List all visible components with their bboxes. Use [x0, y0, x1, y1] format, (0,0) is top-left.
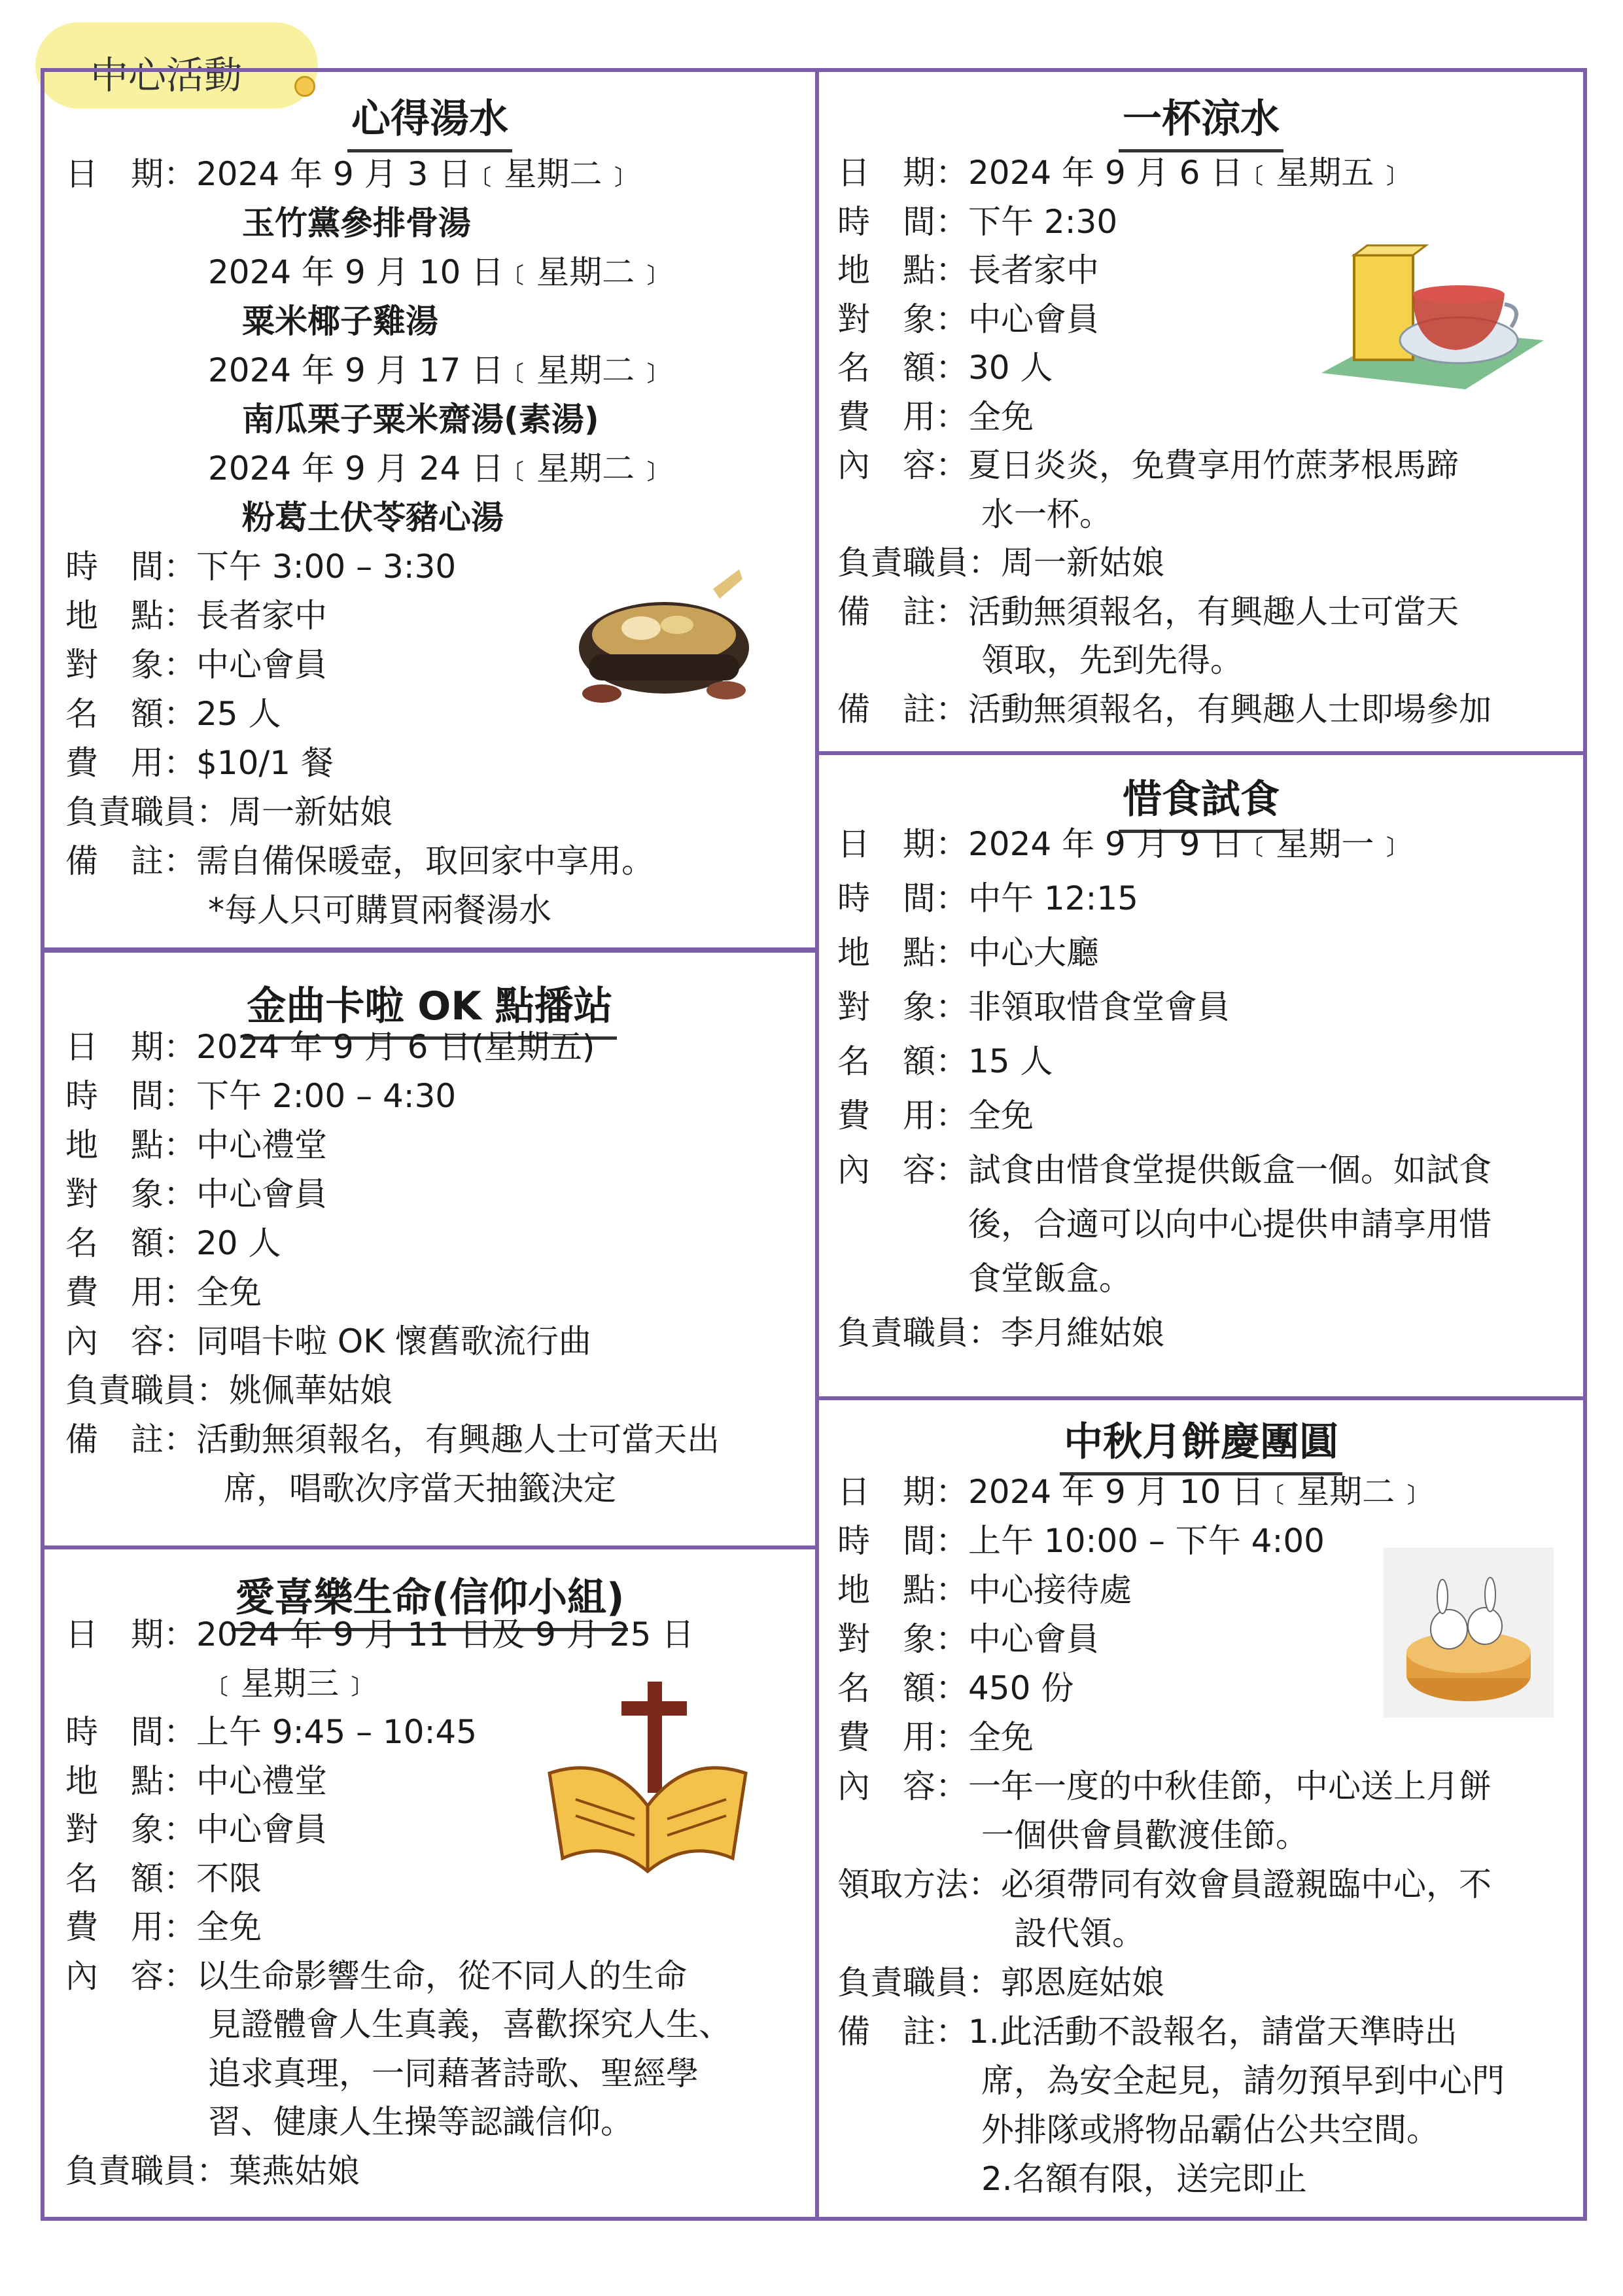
mooncake-row	[837, 2013, 1457, 2051]
faith-title: 愛喜樂生命(信仰小組)	[44, 1566, 815, 1631]
karaoke-row	[65, 1078, 456, 1116]
row-value: 上午 10:00 – 下午 4:00	[968, 1522, 1325, 1560]
soup-row	[208, 352, 667, 390]
iced-tea-icon	[1315, 242, 1550, 393]
water-row	[837, 349, 1053, 387]
water-row	[837, 301, 1099, 339]
row-value: 外排隊或將物品霸佔公共空間。	[981, 2111, 1439, 2149]
row-label: 對 象：	[837, 988, 968, 1026]
row-value: ﹝星期三﹞	[208, 1664, 372, 1703]
row-label: 內 容：	[65, 1956, 196, 1995]
soup-row	[65, 597, 327, 635]
faith-row	[208, 2055, 699, 2093]
water-row	[837, 544, 1164, 582]
row-value: 中心大廳	[968, 934, 1099, 972]
row-value: 食堂飯盒。	[968, 1260, 1132, 1298]
row-label: 名 額：	[65, 1859, 196, 1898]
water-row	[837, 447, 1459, 485]
row-value: 水一杯。	[981, 495, 1112, 533]
mooncake-row	[837, 1866, 1492, 1904]
row-value: 中心禮堂	[196, 1761, 327, 1800]
water-row	[837, 398, 1034, 436]
row-value: 2024 年 9 月 11 日及 9 月 25 日	[196, 1616, 695, 1653]
food-row	[968, 1206, 1492, 1244]
soup-row	[65, 548, 456, 586]
row-value: 1.此活動不設報名，請當天準時出	[968, 2013, 1457, 2051]
mooncake-row	[837, 1572, 1132, 1610]
rabbit-mooncake-icon	[1384, 1547, 1554, 1718]
row-value: 中心會員	[196, 1175, 327, 1213]
row-value: $10/1 餐	[196, 744, 334, 782]
row-value: 必須帶同有效會員證親臨中心，不	[1001, 1865, 1492, 1903]
row-label: 名 額：	[837, 349, 968, 387]
row-label: 備 註：	[837, 2013, 968, 2051]
row-label: 對 象：	[837, 300, 968, 338]
soup-row	[242, 303, 438, 341]
row-value: 2024 年 9 月 3 日﹝星期二﹞	[196, 155, 635, 193]
row-value: 2024 年 9 月 10 日﹝星期二﹞	[208, 253, 668, 291]
row-label: 時 間：	[837, 202, 968, 241]
row-value: 李月維姑娘	[1001, 1314, 1164, 1352]
water-title: 一杯涼水	[819, 88, 1583, 152]
row-value: 姚佩華姑娘	[229, 1371, 393, 1409]
mooncake-row	[981, 1817, 1308, 1855]
soup-row	[242, 401, 599, 439]
food-row	[837, 1152, 1492, 1190]
soup-row	[208, 450, 667, 488]
row-label: 時 間：	[837, 879, 968, 917]
water-row	[981, 496, 1112, 534]
row-value: 領取，先到先得。	[981, 641, 1243, 679]
row-value: 全免	[196, 1908, 262, 1946]
row-value: 需自備保暖壺，取回家中享用。	[196, 842, 654, 880]
faith-row	[65, 1860, 262, 1898]
row-label: 對 象：	[65, 646, 196, 684]
mooncake-title: 中秋月餅慶團圓	[819, 1411, 1583, 1475]
water-row	[837, 154, 1406, 192]
row-value: 中心會員	[968, 1620, 1099, 1658]
row-label: 費 用：	[65, 1908, 196, 1946]
row-label: 名 額：	[837, 1042, 968, 1080]
row-label: 日 期：	[837, 825, 968, 863]
row-label: 內 容：	[65, 1322, 196, 1360]
faith-row	[208, 2006, 731, 2044]
soup-row	[242, 205, 471, 243]
soup-row	[242, 499, 504, 537]
mooncake-row	[837, 1523, 1325, 1561]
soup-pot-icon	[563, 550, 765, 726]
water-row	[837, 593, 1459, 631]
row-value: 長者家中	[196, 597, 327, 635]
row-value: 席，為安全起見，請勿預早到中心門	[981, 2062, 1505, 2100]
water-row	[837, 691, 1492, 729]
row-value: 習、健康人生操等認識信仰。	[208, 2103, 633, 2141]
karaoke-row	[65, 1029, 595, 1067]
soup-row	[65, 843, 654, 881]
mooncake-row	[837, 1474, 1427, 1511]
row-value: 南瓜栗子粟米齋湯(素湯)	[242, 400, 599, 438]
water-row	[837, 252, 1099, 290]
soup-row	[65, 696, 281, 733]
faith-row	[65, 1714, 477, 1752]
karaoke-title: 金曲卡啦 OK 點播站	[44, 975, 815, 1040]
row-value: 中心會員	[196, 646, 327, 684]
soup-row	[65, 794, 393, 832]
row-value: 下午 2:30	[968, 202, 1118, 241]
row-value: 席，唱歌次序當天抽籤決定	[224, 1470, 616, 1508]
row-value: 全免	[196, 1273, 262, 1311]
row-value: 長者家中	[968, 251, 1099, 289]
soup-title: 心得湯水	[44, 88, 815, 152]
row-value: 設代領。	[1014, 1915, 1145, 1952]
mooncake-row	[837, 1768, 1492, 1806]
row-value: 中心會員	[196, 1810, 327, 1848]
row-value: 2024 年 9 月 6 日(星期五)	[196, 1028, 595, 1066]
row-label: 負責職員：	[837, 1314, 1001, 1352]
row-value: 全免	[968, 1097, 1034, 1135]
row-label: 費 用：	[837, 1097, 968, 1135]
faith-row	[65, 1616, 694, 1654]
food-row	[837, 1097, 1034, 1135]
row-value: 追求真理，一同藉著詩歌、聖經學	[208, 2054, 699, 2093]
karaoke-row	[65, 1127, 327, 1165]
row-value: 下午 2:00 – 4:30	[196, 1077, 457, 1115]
row-value: 2024 年 9 月 24 日﹝星期二﹞	[208, 450, 668, 487]
faith-row	[208, 2104, 633, 2142]
row-label: 負責職員：	[65, 793, 229, 831]
row-label: 對 象：	[65, 1175, 196, 1213]
row-value: 20 人	[196, 1224, 281, 1262]
row-value: 30 人	[968, 349, 1053, 387]
karaoke-row	[65, 1176, 327, 1214]
row-value: 周一新姑娘	[1001, 544, 1164, 582]
row-label: 內 容：	[837, 1767, 968, 1805]
row-value: 全免	[968, 397, 1034, 436]
row-value: 後，合適可以向中心提供申請享用惜	[968, 1205, 1492, 1243]
mooncake-row	[981, 2111, 1439, 2149]
row-value: 郭恩庭姑娘	[1001, 1964, 1164, 2002]
row-label: 負責職員：	[837, 1964, 1001, 2002]
row-value: 2024 年 9 月 17 日﹝星期二﹞	[208, 351, 668, 389]
row-value: 周一新姑娘	[229, 793, 393, 831]
row-value: 活動無須報名，有興趣人士可當天出	[196, 1421, 720, 1458]
row-value: 葉燕姑娘	[229, 2151, 360, 2190]
row-value: *每人只可購買兩餐湯水	[208, 891, 551, 929]
food-row	[837, 934, 1099, 972]
row-value: 中心接待處	[968, 1571, 1132, 1609]
row-label: 內 容：	[837, 446, 968, 484]
row-label: 對 象：	[65, 1810, 196, 1848]
row-label: 時 間：	[837, 1522, 968, 1560]
row-value: 試食由惜食堂提供飯盒一個。如試食	[968, 1151, 1492, 1189]
row-value: 2024 年 9 月 10 日﹝星期二﹞	[968, 1473, 1428, 1511]
row-label: 日 期：	[65, 155, 196, 193]
row-label: 費 用：	[65, 1273, 196, 1311]
row-label: 名 額：	[65, 695, 196, 733]
karaoke-row	[65, 1421, 720, 1459]
bible-cross-icon	[536, 1675, 759, 1884]
row-label: 對 象：	[837, 1620, 968, 1658]
row-value: 下午 3:00 – 3:30	[196, 548, 457, 586]
karaoke-row	[65, 1225, 281, 1263]
row-label: 領取方法：	[837, 1865, 1001, 1903]
row-label: 地 點：	[65, 1126, 196, 1164]
row-value: 玉竹黨參排骨湯	[242, 204, 471, 242]
row-value: 見證體會人生真義，喜歡探究人生、	[208, 2005, 731, 2043]
row-label: 日 期：	[837, 154, 968, 192]
faith-row	[65, 1763, 327, 1801]
food-row	[837, 826, 1406, 864]
row-label: 負責職員：	[837, 544, 1001, 582]
row-value: 15 人	[968, 1042, 1053, 1080]
food-title: 惜食試食	[819, 768, 1583, 833]
soup-row	[208, 254, 667, 292]
row-label: 費 用：	[65, 744, 196, 782]
row-label: 費 用：	[837, 1718, 968, 1756]
row-value: 上午 9:45 – 10:45	[196, 1713, 478, 1751]
row-label: 時 間：	[65, 1077, 196, 1115]
karaoke-row	[65, 1372, 393, 1410]
row-value: 2024 年 9 月 6 日﹝星期五﹞	[968, 154, 1407, 192]
faith-row	[208, 1665, 372, 1703]
row-value: 2.名額有限，送完即止	[981, 2160, 1307, 2198]
row-label: 名 額：	[837, 1669, 968, 1707]
soup-row	[65, 745, 334, 783]
food-row	[968, 1260, 1132, 1298]
mooncake-row	[837, 1670, 1073, 1708]
row-label: 內 容：	[837, 1151, 968, 1189]
soup-row	[65, 646, 327, 684]
soup-row	[65, 156, 635, 194]
row-value: 2024 年 9 月 9 日﹝星期一﹞	[968, 825, 1407, 863]
mooncake-row	[981, 2062, 1505, 2100]
row-value: 一年一度的中秋佳節，中心送上月餅	[968, 1767, 1492, 1805]
water-row	[837, 203, 1117, 241]
faith-row	[65, 1909, 262, 1947]
mooncake-row	[837, 1621, 1099, 1659]
row-value: 同唱卡啦 OK 懷舊歌流行曲	[196, 1322, 591, 1360]
mooncake-row	[981, 2161, 1307, 2199]
row-value: 450 份	[968, 1669, 1074, 1707]
row-label: 備 註：	[65, 1421, 196, 1458]
row-value: 活動無須報名，有興趣人士可當天	[968, 592, 1459, 631]
row-label: 日 期：	[65, 1616, 196, 1653]
water-row	[981, 642, 1243, 680]
row-value: 以生命影響生命，從不同人的生命	[196, 1956, 687, 1995]
row-value: 中心會員	[968, 300, 1099, 338]
food-row	[837, 880, 1138, 918]
row-value: 中心禮堂	[196, 1126, 327, 1164]
row-label: 備 註：	[837, 592, 968, 631]
row-label: 地 點：	[837, 934, 968, 972]
row-value: 粟米椰子雞湯	[242, 302, 438, 340]
mooncake-row	[837, 1964, 1164, 2002]
row-label: 時 間：	[65, 548, 196, 586]
row-value: 活動無須報名，有興趣人士即場參加	[968, 690, 1492, 728]
faith-row	[65, 1958, 687, 1996]
row-label: 負責職員：	[65, 1371, 229, 1409]
row-value: 不限	[196, 1859, 262, 1898]
karaoke-row	[65, 1274, 262, 1312]
row-label: 地 點：	[65, 1761, 196, 1800]
row-label: 名 額：	[65, 1224, 196, 1262]
row-value: 一個供會員歡渡佳節。	[981, 1816, 1308, 1854]
row-label: 日 期：	[837, 1473, 968, 1511]
karaoke-row	[65, 1323, 591, 1361]
food-row	[837, 1315, 1164, 1352]
food-row	[837, 1043, 1053, 1081]
row-label: 負責職員：	[65, 2151, 229, 2190]
row-label: 時 間：	[65, 1713, 196, 1751]
row-label: 日 期：	[65, 1028, 196, 1066]
row-label: 費 用：	[837, 397, 968, 436]
food-row	[837, 989, 1230, 1027]
faith-row	[65, 2153, 360, 2191]
karaoke-row	[224, 1470, 616, 1508]
row-label: 地 點：	[837, 1571, 968, 1609]
row-label: 備 註：	[65, 842, 196, 880]
row-value: 中午 12:15	[968, 879, 1138, 917]
soup-row	[208, 892, 551, 930]
row-value: 全免	[968, 1718, 1034, 1756]
row-label: 備 註：	[837, 690, 968, 728]
row-value: 非領取惜食堂會員	[968, 988, 1230, 1026]
row-value: 夏日炎炎，免費享用竹蔗茅根馬蹄	[968, 446, 1459, 484]
row-value: 粉葛土伏苓豬心湯	[242, 499, 504, 537]
page-tag-label: 中心活動	[90, 53, 243, 97]
row-label: 地 點：	[65, 597, 196, 635]
mooncake-row	[1014, 1915, 1145, 1953]
row-label: 地 點：	[837, 251, 968, 289]
faith-row	[65, 1811, 327, 1849]
row-value: 25 人	[196, 695, 281, 733]
mooncake-row	[837, 1719, 1034, 1757]
